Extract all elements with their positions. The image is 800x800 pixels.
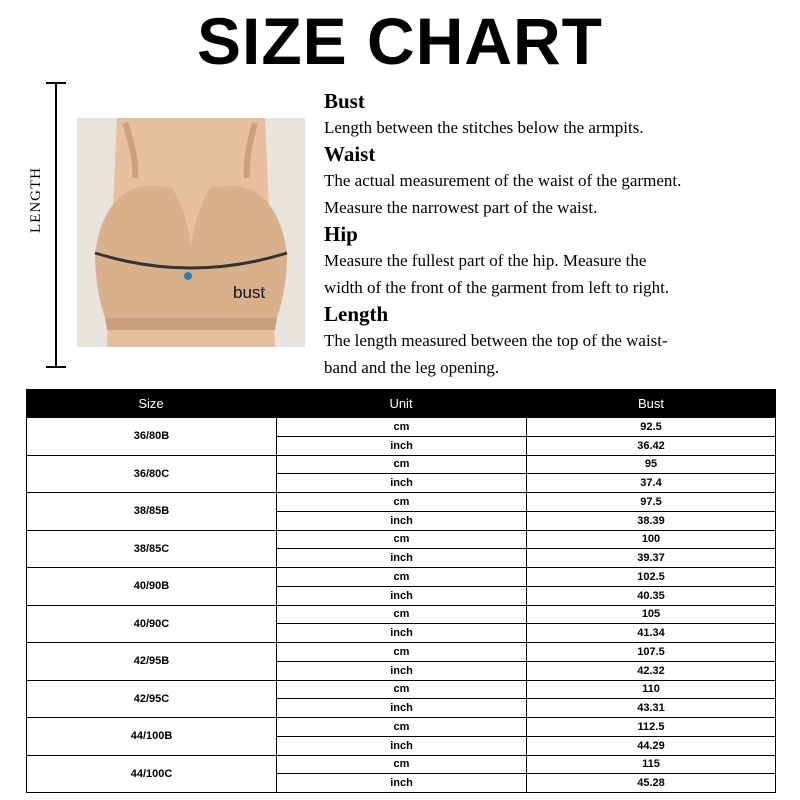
unit-cell: inch bbox=[277, 549, 527, 567]
bust-cm-cell: 110 bbox=[642, 683, 660, 696]
bust-cm-cell: 115 bbox=[642, 758, 660, 771]
header-size: Size bbox=[138, 396, 164, 411]
table-row bbox=[26, 568, 776, 606]
size-cell: 38/85B bbox=[27, 493, 277, 530]
definition-term: Waist bbox=[324, 142, 376, 166]
bust-inch-cell: 37.4 bbox=[640, 477, 662, 490]
unit-cell: cm bbox=[277, 681, 527, 699]
bust-label: bust bbox=[233, 283, 266, 302]
table-row bbox=[26, 643, 776, 681]
bust-cm-cell: 95 bbox=[644, 458, 658, 471]
bust-inch-cell: 43.31 bbox=[637, 702, 665, 715]
bust-inch-cell: 45.28 bbox=[637, 777, 665, 790]
size-table bbox=[26, 389, 776, 793]
table-body bbox=[26, 418, 776, 793]
size-cell: 42/95C bbox=[27, 681, 277, 718]
unit-cell: cm bbox=[277, 718, 527, 736]
size-cell: 44/100B bbox=[27, 718, 277, 755]
bra-illustration bbox=[77, 118, 305, 347]
table-row bbox=[26, 718, 776, 756]
size-cell: 40/90C bbox=[27, 606, 277, 643]
definition-text: The actual measurement of the waist of the garment. bbox=[324, 171, 682, 190]
bust-inch-cell: 40.35 bbox=[637, 589, 665, 602]
table-header bbox=[26, 389, 776, 418]
unit-cell: inch bbox=[277, 662, 527, 680]
bust-inch-cell: 38.39 bbox=[637, 514, 665, 527]
unit-cell: inch bbox=[277, 699, 527, 717]
table-row bbox=[26, 606, 776, 644]
unit-cell: inch bbox=[277, 512, 527, 530]
table-row bbox=[26, 756, 776, 794]
product-photo bbox=[77, 118, 305, 347]
size-cell: 36/80C bbox=[27, 456, 277, 493]
definition-text: Measure the narrowest part of the waist. bbox=[324, 198, 598, 217]
definition-text: The length measured between the top of the waist- bbox=[324, 331, 668, 350]
length-label: LENGTH bbox=[28, 167, 44, 233]
bust-cm-cell: 102.5 bbox=[637, 570, 665, 583]
header-unit: Unit bbox=[389, 396, 413, 411]
definition-term: Bust bbox=[324, 89, 365, 113]
definition-text: band and the leg opening. bbox=[324, 358, 500, 377]
bust-inch-cell: 44.29 bbox=[637, 739, 665, 752]
unit-cell: cm bbox=[277, 531, 527, 549]
unit-cell: cm bbox=[277, 643, 527, 661]
definition-term: Length bbox=[324, 302, 389, 326]
table-row bbox=[26, 531, 776, 569]
unit-cell: cm bbox=[277, 418, 527, 436]
bust-cm-cell: 97.5 bbox=[640, 495, 662, 508]
size-cell: 44/100C bbox=[27, 756, 277, 793]
definition-text: Length between the stitches below the armpits. bbox=[324, 118, 644, 137]
table-row bbox=[26, 418, 776, 456]
definition-text: Measure the fullest part of the hip. Measure the bbox=[324, 251, 647, 270]
bust-cm-cell: 100 bbox=[641, 533, 661, 546]
page-title: SIZE CHART bbox=[197, 4, 603, 78]
definition-term: Hip bbox=[324, 222, 358, 246]
bust-inch-cell: 36.42 bbox=[637, 439, 665, 452]
size-cell: 36/80B bbox=[27, 418, 277, 455]
bust-inch-cell: 42.32 bbox=[637, 664, 665, 677]
unit-cell: inch bbox=[277, 774, 527, 792]
bust-cm-cell: 112.5 bbox=[637, 720, 665, 733]
table-row bbox=[26, 456, 776, 494]
definition-text: width of the front of the garment from left to right. bbox=[324, 278, 670, 297]
bust-cm-cell: 92.5 bbox=[640, 420, 662, 433]
unit-cell: cm bbox=[277, 606, 527, 624]
definitions bbox=[324, 88, 794, 381]
size-cell: 42/95B bbox=[27, 643, 277, 680]
size-cell: 40/90B bbox=[27, 568, 277, 605]
size-cell: 38/85C bbox=[27, 531, 277, 568]
unit-cell: inch bbox=[277, 474, 527, 492]
bust-cm-cell: 107.5 bbox=[637, 645, 665, 658]
unit-cell: cm bbox=[277, 756, 527, 774]
table-row bbox=[26, 493, 776, 531]
table-row bbox=[26, 681, 776, 719]
unit-cell: inch bbox=[277, 737, 527, 755]
unit-cell: inch bbox=[277, 587, 527, 605]
unit-cell: inch bbox=[277, 624, 527, 642]
bust-inch-cell: 41.34 bbox=[637, 627, 665, 640]
bust-cm-cell: 105 bbox=[641, 608, 661, 621]
header-bust: Bust bbox=[637, 396, 664, 411]
bust-inch-cell: 39.37 bbox=[637, 552, 665, 565]
unit-cell: cm bbox=[277, 493, 527, 511]
unit-cell: cm bbox=[277, 568, 527, 586]
length-ruler bbox=[46, 82, 66, 368]
unit-cell: cm bbox=[277, 456, 527, 474]
unit-cell: inch bbox=[277, 437, 527, 455]
